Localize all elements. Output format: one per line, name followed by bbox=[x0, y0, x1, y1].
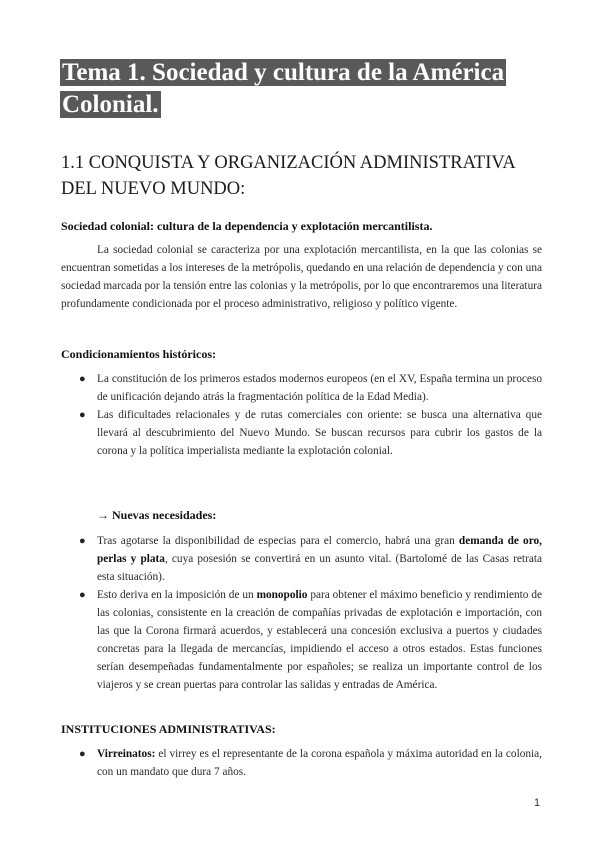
page-title-text: Tema 1. Sociedad y cultura de la América Colonial. bbox=[62, 59, 505, 118]
nuevas-heading: → Nuevas necesidades: bbox=[97, 508, 217, 522]
condicionamientos-heading: Condicionamientos históricos: bbox=[61, 347, 217, 361]
emphasis-text: Virreinatos: bbox=[97, 748, 156, 760]
sociedad-heading: Sociedad colonial: cultura de la dependencia y explotación mercantilista. bbox=[61, 219, 433, 233]
bullet-icon: ● bbox=[79, 589, 86, 601]
instituciones-heading: INSTITUCIONES ADMINISTRATIVAS: bbox=[61, 722, 276, 736]
bullet-icon: ● bbox=[79, 535, 86, 547]
instituciones-list bbox=[61, 745, 542, 781]
emphasis-text: demanda de oro, perlas y plata bbox=[97, 535, 542, 565]
condicionamientos-list bbox=[61, 370, 542, 460]
page-title bbox=[60, 57, 530, 121]
sociedad-paragraph: La sociedad colonial se caracteriza por una explotación mercantilista, en la que las colonias se encuentran sometidas a los intereses de la metrópolis, quedando en una relación de dependencia y con una sociedad marcada por la tensión entre las colonias y la metrópolis, por lo que encontraremos una literatura profundamente condicionada por el proceso administrativo, religioso y político vigente. bbox=[61, 244, 542, 310]
section-heading: 1.1 CONQUISTA Y ORGANIZACIÓN ADMINISTRATIVA DEL NUEVO MUNDO: bbox=[61, 153, 515, 199]
page-number: 1 bbox=[534, 797, 541, 809]
list-item bbox=[61, 586, 542, 694]
bullet-icon: ● bbox=[79, 373, 86, 385]
emphasis-text: monopolio bbox=[256, 589, 308, 601]
list-item-text: Las dificultades relacionales y de rutas comerciales con oriente: se busca una alternativa que llevará al descubrimiento del Nuevo Mundo. Se buscan recursos para cubrir los gastos de la corona y la política imperialista mediante la explotación colonial. bbox=[97, 409, 542, 457]
bullet-icon: ● bbox=[79, 748, 86, 760]
bullet-icon: ● bbox=[79, 409, 86, 421]
list-item bbox=[61, 532, 542, 586]
nuevas-list bbox=[61, 532, 542, 694]
list-item-text: , cuya posesión se convertirá en un asunto vital. (Bartolomé de las Casas retrata esta situación). bbox=[97, 553, 542, 583]
list-item bbox=[61, 406, 542, 460]
list-item-text: el virrey es el representante de la corona española y máxima autoridad en la colonia, con un mandato que dura 7 años. bbox=[97, 748, 542, 778]
list-item bbox=[61, 370, 542, 406]
list-item-text: para obtener el máximo beneficio y rendimiento de las colonias, consistente en la creación de compañías privadas de explotación e importación, con las que la Corona firmará acuerdos, y establecerá una concesión exclusiva a puertos y ciudades concretas para la llegada de mercancías, impidiendo el acceso a otros estados. Estas funciones serían desempeñadas fundamentalmente por españoles; se realiza un importante control de los viajeros y se crean puertas para controlar las salidas y entradas de América. bbox=[97, 589, 542, 691]
list-item-text: Tras agotarse la disponibilidad de especias para el comercio, habrá una gran bbox=[97, 535, 459, 547]
list-item-text: La constitución de los primeros estados modernos europeos (en el XV, España termina un proceso de unificación dejando atrás la fragmentación política de la Edad Media). bbox=[97, 373, 542, 403]
list-item bbox=[61, 745, 542, 781]
list-item-text: Esto deriva en la imposición de un bbox=[97, 589, 257, 601]
